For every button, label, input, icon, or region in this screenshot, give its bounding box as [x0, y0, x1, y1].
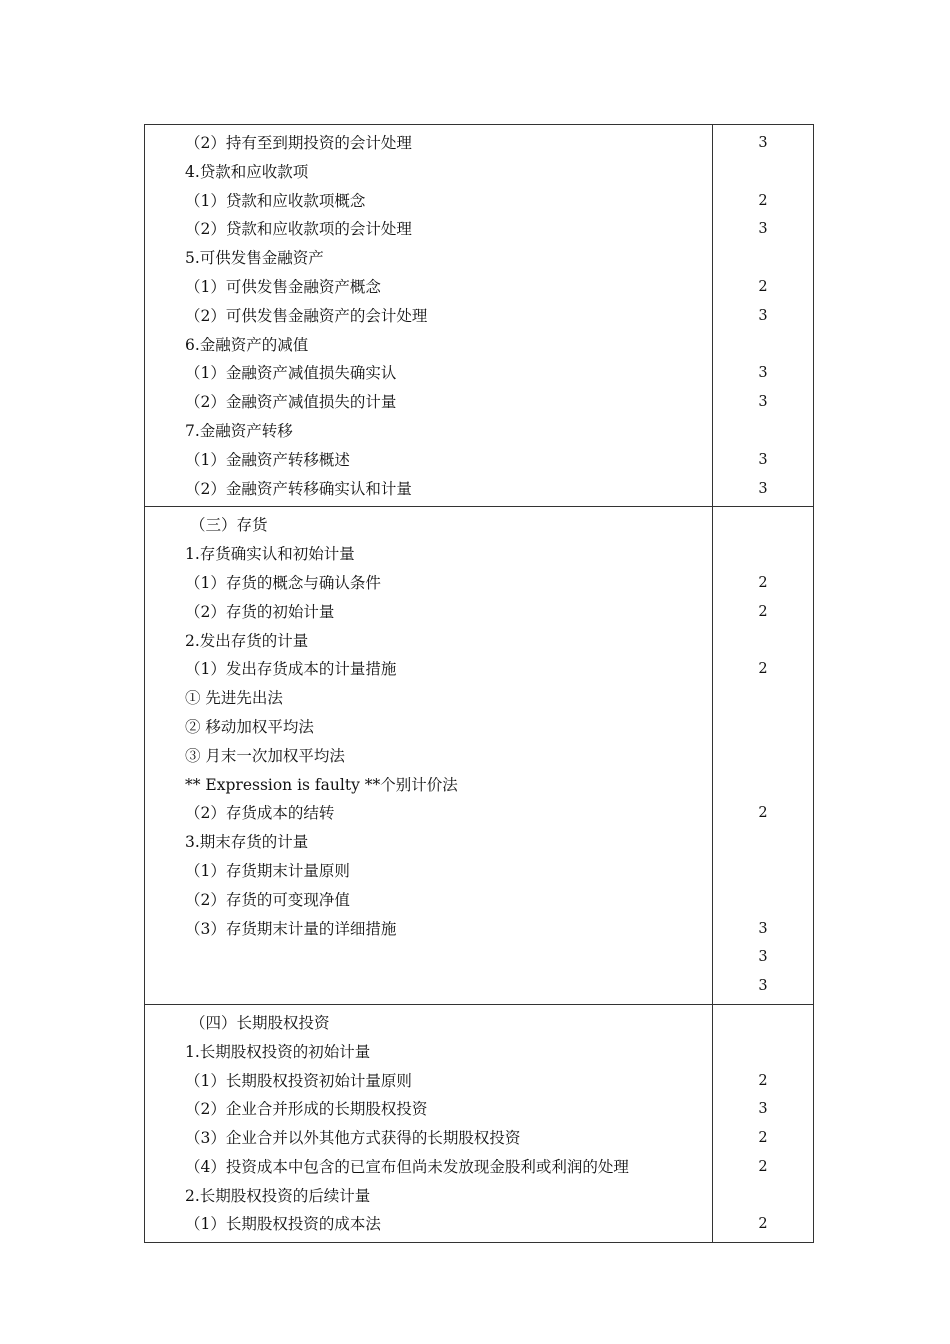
hours-value — [713, 857, 813, 886]
hours-value — [713, 158, 813, 187]
hours-value — [713, 1038, 813, 1067]
hours-column — [713, 125, 813, 506]
hours-value: 2 — [758, 192, 768, 209]
topic-item: （2）金融资产转移确实认和计量 — [185, 479, 412, 498]
topic-item: （1）存货期末计量原则 — [185, 861, 350, 880]
topic-item: ① 先进先出法 — [185, 689, 283, 708]
topic-item: （2）贷款和应收款项的会计处理 — [185, 220, 412, 239]
hours-value — [713, 417, 813, 446]
topic-item — [145, 972, 712, 1001]
hours-value — [713, 244, 813, 273]
hours-value — [713, 511, 813, 540]
table-section — [145, 1005, 813, 1242]
topic-item: （2）可供发售金融资产的会计处理 — [185, 306, 428, 325]
hours-column — [713, 1005, 813, 1242]
topic-column — [145, 125, 713, 506]
table-section — [145, 125, 813, 507]
topic-item: （2）金融资产减值损失的计量 — [185, 393, 397, 412]
hours-value: 3 — [758, 978, 768, 995]
topic-item: 4.贷款和应收款项 — [185, 162, 309, 181]
topic-item — [145, 943, 712, 972]
topic-item: 3.期末存货的计量 — [185, 833, 309, 852]
hours-value: 2 — [758, 1216, 768, 1233]
hours-value — [713, 1009, 813, 1038]
topic-item: （1）存货的概念与确认条件 — [185, 573, 381, 592]
topic-column — [145, 1005, 713, 1242]
topic-item: （4）投资成本中包含的已宣布但尚未发放现金股利或利润的处理 — [185, 1157, 629, 1176]
hours-value: 3 — [758, 480, 768, 497]
topic-item: 1.存货确实认和初始计量 — [185, 545, 355, 564]
hours-value: 2 — [758, 1158, 768, 1175]
hours-value — [713, 742, 813, 771]
hours-value: 3 — [758, 949, 768, 966]
topic-item: 7.金融资产转移 — [185, 421, 293, 440]
hours-value: 2 — [758, 574, 768, 591]
table-section — [145, 507, 813, 1005]
topic-item: ② 移动加权平均法 — [185, 717, 314, 736]
hours-value — [713, 1182, 813, 1211]
hours-value: 2 — [758, 1130, 768, 1147]
hours-value: 2 — [758, 1072, 768, 1089]
topic-item: （3）企业合并以外其他方式获得的长期股权投资 — [185, 1129, 521, 1148]
topic-item: （1）金融资产转移概述 — [185, 450, 350, 469]
hours-value — [713, 886, 813, 915]
syllabus-table — [144, 124, 814, 1243]
topic-item: （2）持有至到期投资的会计处理 — [185, 134, 412, 152]
hours-value: 3 — [758, 365, 768, 382]
topic-item: 6.金融资产的减值 — [185, 335, 309, 354]
topic-item: 1.长期股权投资的初始计量 — [185, 1042, 371, 1061]
topic-item: ** Expression is faulty **个别计价法 — [185, 775, 458, 794]
hours-value: 3 — [758, 920, 768, 937]
topic-item: （2）企业合并形成的长期股权投资 — [185, 1100, 428, 1119]
hours-value: 3 — [758, 451, 768, 468]
topic-column — [145, 507, 713, 1004]
topic-item: （3）存货期末计量的详细措施 — [185, 919, 397, 938]
hours-value — [713, 331, 813, 360]
topic-item: （2）存货的初始计量 — [185, 602, 335, 621]
hours-column — [713, 507, 813, 1004]
hours-value: 3 — [758, 135, 768, 151]
topic-item: （1）贷款和应收款项概念 — [185, 191, 366, 210]
hours-value: 3 — [758, 394, 768, 411]
section-heading: （四）长期股权投资 — [190, 1013, 330, 1032]
topic-item: （2）存货成本的结转 — [185, 804, 335, 823]
hours-value — [713, 828, 813, 857]
hours-value: 2 — [758, 661, 768, 678]
hours-value: 2 — [758, 278, 768, 295]
topic-item: ③ 月末一次加权平均法 — [185, 746, 345, 765]
topic-item: （1）可供发售金融资产概念 — [185, 277, 381, 296]
topic-item: （1）金融资产减值损失确实认 — [185, 364, 397, 383]
section-heading: （三）存货 — [190, 516, 268, 535]
hours-value: 3 — [758, 221, 768, 238]
hours-value: 3 — [758, 1101, 768, 1118]
hours-value: 3 — [758, 307, 768, 324]
topic-item: （1）长期股权投资的成本法 — [185, 1215, 381, 1234]
topic-item: 2.长期股权投资的后续计量 — [185, 1186, 371, 1205]
hours-value — [713, 540, 813, 569]
topic-item: （1）长期股权投资初始计量原则 — [185, 1071, 412, 1090]
hours-value — [713, 713, 813, 742]
topic-item: 2.发出存货的计量 — [185, 631, 309, 650]
topic-item: （2）存货的可变现净值 — [185, 890, 350, 909]
hours-value: 2 — [758, 603, 768, 620]
hours-value — [713, 771, 813, 800]
hours-value: 2 — [758, 805, 768, 822]
topic-item: （1）发出存货成本的计量措施 — [185, 660, 397, 679]
hours-value — [713, 627, 813, 656]
topic-item: 5.可供发售金融资产 — [185, 249, 324, 268]
hours-value — [713, 684, 813, 713]
